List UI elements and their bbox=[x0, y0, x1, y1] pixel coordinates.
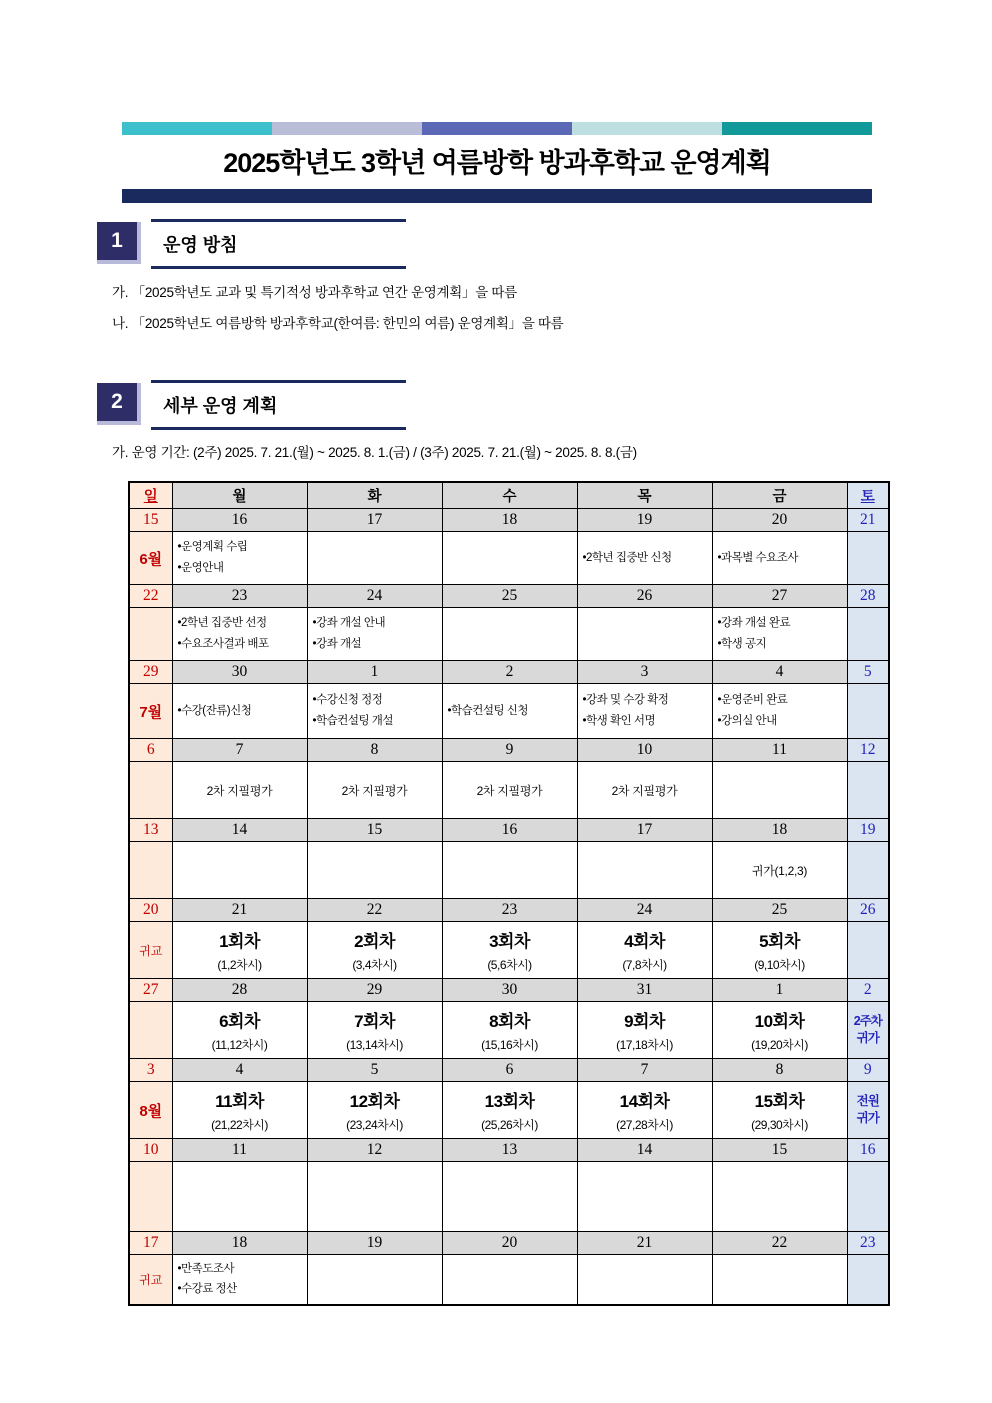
date-row bbox=[129, 899, 889, 922]
session-sub: (13,14차시) bbox=[346, 1038, 403, 1052]
bullet-list bbox=[173, 534, 307, 581]
row-label-cell bbox=[129, 1255, 172, 1305]
session-sub: (3,4차시) bbox=[352, 958, 397, 972]
session-sub: (11,12차시) bbox=[211, 1038, 268, 1052]
content-row bbox=[129, 608, 889, 661]
section2-number: 2 bbox=[111, 390, 123, 413]
bullet-list bbox=[443, 698, 577, 725]
bullet-list bbox=[578, 545, 712, 572]
weekday-header-4: 목 bbox=[577, 482, 712, 509]
date-row bbox=[129, 661, 889, 684]
date-cell: 6 bbox=[129, 739, 172, 762]
content-cell bbox=[172, 762, 307, 819]
date-cell: 29 bbox=[129, 661, 172, 684]
session-title: 8회차 bbox=[489, 1012, 530, 1031]
bullet-item: •학습컨설팅 신청 bbox=[447, 704, 528, 717]
date-cell: 1 bbox=[307, 661, 442, 684]
date-cell: 1 bbox=[712, 979, 847, 1002]
content-cell bbox=[307, 1082, 442, 1139]
bullet-item: •학습컨설팅 개설 bbox=[312, 715, 393, 727]
date-cell: 20 bbox=[129, 899, 172, 922]
date-cell: 23 bbox=[847, 1232, 889, 1255]
content-cell bbox=[712, 1162, 847, 1232]
date-cell: 21 bbox=[172, 899, 307, 922]
content-cell bbox=[577, 1162, 712, 1232]
content-row bbox=[129, 1082, 889, 1139]
session-sub: (29,30차시) bbox=[751, 1118, 808, 1132]
content-cell bbox=[172, 1002, 307, 1059]
content-cell bbox=[442, 1162, 577, 1232]
date-cell: 27 bbox=[129, 979, 172, 1002]
content-cell bbox=[307, 762, 442, 819]
bullet-item: •수요조사결과 배포 bbox=[177, 638, 269, 650]
bullet-item: •강좌 개설 안내 bbox=[312, 617, 386, 630]
weekday-header-2: 화 bbox=[307, 482, 442, 509]
date-cell: 7 bbox=[172, 739, 307, 762]
session-title: 3회차 bbox=[489, 932, 530, 951]
date-cell: 15 bbox=[307, 819, 442, 842]
content-cell bbox=[442, 762, 577, 819]
content-cell bbox=[442, 1002, 577, 1059]
date-cell: 17 bbox=[129, 1232, 172, 1255]
date-cell: 7 bbox=[577, 1059, 712, 1082]
date-cell: 2 bbox=[847, 979, 889, 1002]
date-cell: 4 bbox=[712, 661, 847, 684]
content-row bbox=[129, 1162, 889, 1232]
content-cell bbox=[442, 842, 577, 899]
session-title: 12회차 bbox=[349, 1092, 400, 1111]
saturday-cell bbox=[847, 1255, 889, 1305]
date-cell: 28 bbox=[847, 585, 889, 608]
bullet-item: •수강(잔류)신청 bbox=[177, 704, 252, 717]
date-cell: 24 bbox=[577, 899, 712, 922]
session-sub: (21,22차시) bbox=[211, 1118, 268, 1132]
session-title: 4회차 bbox=[624, 932, 665, 951]
date-cell: 20 bbox=[442, 1232, 577, 1255]
session-title: 11회차 bbox=[215, 1092, 264, 1111]
row-label-cell bbox=[129, 532, 172, 585]
session-title: 5회차 bbox=[759, 932, 800, 951]
date-cell: 26 bbox=[577, 585, 712, 608]
saturday-cell bbox=[847, 1002, 889, 1059]
weekday-header-6: 토 bbox=[847, 482, 889, 509]
date-row bbox=[129, 819, 889, 842]
center-note: 2차 지필평가 bbox=[611, 783, 678, 798]
section1-number-box bbox=[97, 222, 141, 264]
date-row bbox=[129, 509, 889, 532]
section1-number: 1 bbox=[111, 229, 123, 252]
document-title: 2025학년도 3학년 여름방학 방과후학교 운영계획 bbox=[223, 148, 771, 178]
content-cell bbox=[712, 608, 847, 661]
bullet-list bbox=[308, 687, 442, 734]
content-cell bbox=[712, 1082, 847, 1139]
bullet-item: •2학년 집중반 신청 bbox=[582, 551, 672, 564]
date-cell: 17 bbox=[577, 819, 712, 842]
date-cell: 9 bbox=[847, 1059, 889, 1082]
content-cell bbox=[577, 532, 712, 585]
date-cell: 12 bbox=[847, 739, 889, 762]
date-row bbox=[129, 739, 889, 762]
content-row bbox=[129, 762, 889, 819]
content-cell bbox=[712, 762, 847, 819]
bullet-item: •학생 공지 bbox=[717, 638, 767, 650]
row-label: 8월 bbox=[139, 1102, 163, 1120]
content-cell bbox=[172, 608, 307, 661]
bullet-list bbox=[713, 610, 847, 657]
date-cell: 10 bbox=[129, 1139, 172, 1162]
content-cell bbox=[712, 684, 847, 739]
date-row bbox=[129, 585, 889, 608]
bullet-list bbox=[308, 610, 442, 657]
date-cell: 21 bbox=[577, 1232, 712, 1255]
date-cell: 19 bbox=[307, 1232, 442, 1255]
bullet-list bbox=[173, 610, 307, 657]
date-cell: 22 bbox=[712, 1232, 847, 1255]
content-cell bbox=[442, 1082, 577, 1139]
center-note: 2차 지필평가 bbox=[341, 783, 408, 798]
content-cell bbox=[172, 532, 307, 585]
content-cell bbox=[577, 1255, 712, 1305]
date-cell: 5 bbox=[307, 1059, 442, 1082]
row-label-cell bbox=[129, 608, 172, 661]
date-cell: 13 bbox=[442, 1139, 577, 1162]
date-cell: 18 bbox=[442, 509, 577, 532]
date-cell: 22 bbox=[129, 585, 172, 608]
content-cell bbox=[577, 762, 712, 819]
bullet-item: •운영안내 bbox=[177, 562, 224, 574]
center-note: 2차 지필평가 bbox=[206, 783, 273, 798]
content-cell bbox=[307, 1002, 442, 1059]
date-cell: 29 bbox=[307, 979, 442, 1002]
session-sub: (1,2차시) bbox=[217, 958, 262, 972]
saturday-cell bbox=[847, 608, 889, 661]
section2-title: 세부 운영 계획 bbox=[151, 380, 406, 430]
content-row bbox=[129, 1255, 889, 1305]
date-cell: 4 bbox=[172, 1059, 307, 1082]
section2-items bbox=[112, 444, 932, 475]
section2-item: 가. 운영 기간: (2주) 2025. 7. 21.(월) ~ 2025. 8. 1.(금) / (3주) 2025. 7. 21.(월) ~ 2025. 8. 8.(금) bbox=[112, 445, 637, 460]
row-label-cell bbox=[129, 1082, 172, 1139]
bullet-item: •학생 확인 서명 bbox=[582, 715, 656, 727]
bullet-item: •강좌 개설 bbox=[312, 638, 362, 650]
content-cell bbox=[712, 922, 847, 979]
date-cell: 19 bbox=[847, 819, 889, 842]
session-title: 1회차 bbox=[219, 932, 260, 951]
saturday-note bbox=[848, 1093, 889, 1127]
weekday-header-1: 월 bbox=[172, 482, 307, 509]
content-cell bbox=[712, 532, 847, 585]
content-cell bbox=[307, 608, 442, 661]
date-row bbox=[129, 1059, 889, 1082]
session-sub: (19,20차시) bbox=[751, 1038, 808, 1052]
row-label-cell bbox=[129, 684, 172, 739]
date-cell: 22 bbox=[307, 899, 442, 922]
content-cell bbox=[442, 532, 577, 585]
saturday-cell bbox=[847, 1082, 889, 1139]
content-cell bbox=[307, 1255, 442, 1305]
date-cell: 30 bbox=[172, 661, 307, 684]
saturday-cell bbox=[847, 762, 889, 819]
section1-item: 나. 「2025학년도 여름방학 방과후학교(한여름: 한민의 여름) 운영계획」을 따름 bbox=[112, 316, 564, 331]
content-cell bbox=[442, 1255, 577, 1305]
section2-number-box bbox=[97, 383, 141, 425]
row-label: 귀교 bbox=[139, 1272, 163, 1287]
date-cell: 13 bbox=[129, 819, 172, 842]
date-cell: 17 bbox=[307, 509, 442, 532]
session-title: 7회차 bbox=[354, 1012, 395, 1031]
session-title: 14회차 bbox=[619, 1092, 670, 1111]
row-label-cell bbox=[129, 922, 172, 979]
date-cell: 5 bbox=[847, 661, 889, 684]
content-cell bbox=[307, 842, 442, 899]
section1-items bbox=[112, 284, 902, 346]
bullet-item: •운영준비 완료 bbox=[717, 694, 788, 707]
section1-item: 가. 「2025학년도 교과 및 특기적성 방과후학교 연간 운영계획」을 따름 bbox=[112, 285, 517, 300]
date-cell: 23 bbox=[442, 899, 577, 922]
bullet-list bbox=[713, 545, 847, 572]
date-cell: 28 bbox=[172, 979, 307, 1002]
session-sub: (9,10차시) bbox=[754, 958, 805, 972]
content-cell bbox=[172, 1082, 307, 1139]
saturday-note bbox=[848, 1013, 889, 1047]
saturday-cell bbox=[847, 1162, 889, 1232]
content-cell bbox=[307, 684, 442, 739]
date-cell: 9 bbox=[442, 739, 577, 762]
content-cell bbox=[307, 532, 442, 585]
date-cell: 14 bbox=[577, 1139, 712, 1162]
session-title: 13회차 bbox=[484, 1092, 535, 1111]
bullet-list bbox=[713, 687, 847, 734]
row-label-cell bbox=[129, 762, 172, 819]
content-cell bbox=[712, 1255, 847, 1305]
title-underline-bar bbox=[122, 189, 872, 203]
bullet-item: •만족도조사 bbox=[177, 1262, 235, 1275]
content-cell bbox=[172, 842, 307, 899]
bullet-item: •수강료 정산 bbox=[177, 1283, 237, 1296]
calendar-body bbox=[129, 509, 889, 1305]
bullet-item: •강좌 개설 완료 bbox=[717, 617, 791, 630]
content-cell bbox=[172, 1162, 307, 1232]
date-cell: 19 bbox=[577, 509, 712, 532]
header-color-bar-segment bbox=[422, 122, 572, 135]
date-cell: 16 bbox=[172, 509, 307, 532]
content-cell bbox=[442, 922, 577, 979]
header-color-bar-segment bbox=[722, 122, 872, 135]
date-row bbox=[129, 1232, 889, 1255]
row-label: 7월 bbox=[139, 703, 163, 721]
date-row bbox=[129, 1139, 889, 1162]
content-row bbox=[129, 1002, 889, 1059]
content-row bbox=[129, 532, 889, 585]
date-cell: 20 bbox=[712, 509, 847, 532]
date-cell: 11 bbox=[712, 739, 847, 762]
content-cell bbox=[172, 684, 307, 739]
date-cell: 14 bbox=[172, 819, 307, 842]
weekday-header-row bbox=[129, 482, 889, 509]
session-title: 10회차 bbox=[754, 1012, 805, 1031]
bullet-list bbox=[578, 687, 712, 734]
center-note: 2차 지필평가 bbox=[476, 783, 543, 798]
date-row bbox=[129, 979, 889, 1002]
content-cell bbox=[307, 1162, 442, 1232]
saturday-cell bbox=[847, 684, 889, 739]
date-cell: 21 bbox=[847, 509, 889, 532]
row-label-cell bbox=[129, 1002, 172, 1059]
section1-title: 운영 방침 bbox=[151, 219, 406, 269]
content-cell bbox=[307, 922, 442, 979]
session-title: 15회차 bbox=[754, 1092, 805, 1111]
session-sub: (15,16차시) bbox=[481, 1038, 538, 1052]
content-cell bbox=[712, 842, 847, 899]
content-cell bbox=[172, 922, 307, 979]
bullet-item: •강의실 안내 bbox=[717, 715, 777, 727]
date-cell: 6 bbox=[442, 1059, 577, 1082]
session-sub: (7,8차시) bbox=[622, 958, 667, 972]
calendar-head bbox=[129, 482, 889, 509]
content-cell bbox=[577, 608, 712, 661]
bullet-item: •수강신청 정정 bbox=[312, 694, 383, 707]
date-cell: 31 bbox=[577, 979, 712, 1002]
row-label: 6월 bbox=[139, 550, 163, 568]
calendar-table bbox=[128, 481, 890, 1306]
content-cell bbox=[577, 1002, 712, 1059]
saturday-note-line: 귀가 bbox=[856, 1111, 879, 1125]
row-label: 귀교 bbox=[139, 943, 163, 958]
session-sub: (23,24차시) bbox=[346, 1118, 403, 1132]
bullet-list bbox=[173, 1256, 307, 1303]
weekday-header-5: 금 bbox=[712, 482, 847, 509]
content-row bbox=[129, 842, 889, 899]
saturday-cell bbox=[847, 532, 889, 585]
calendar-wrapper bbox=[128, 481, 890, 1306]
session-title: 2회차 bbox=[354, 932, 395, 951]
header-color-bar-segment bbox=[272, 122, 422, 135]
header-color-bar-segment bbox=[572, 122, 722, 135]
date-cell: 11 bbox=[172, 1139, 307, 1162]
session-sub: (27,28차시) bbox=[616, 1118, 673, 1132]
session-title: 6회차 bbox=[219, 1012, 260, 1031]
content-cell bbox=[442, 684, 577, 739]
saturday-cell bbox=[847, 922, 889, 979]
date-cell: 26 bbox=[847, 899, 889, 922]
bullet-item: •강좌 및 수강 확정 bbox=[582, 694, 669, 707]
date-cell: 23 bbox=[172, 585, 307, 608]
bullet-item: •과목별 수요조사 bbox=[717, 551, 798, 564]
date-cell: 3 bbox=[129, 1059, 172, 1082]
date-cell: 8 bbox=[712, 1059, 847, 1082]
session-title: 9회차 bbox=[624, 1012, 665, 1031]
bullet-item: •2학년 집중반 선정 bbox=[177, 617, 267, 630]
bullet-list bbox=[173, 698, 307, 725]
content-cell bbox=[577, 1082, 712, 1139]
date-cell: 15 bbox=[129, 509, 172, 532]
content-row bbox=[129, 684, 889, 739]
weekday-header-0: 일 bbox=[129, 482, 172, 509]
date-cell: 25 bbox=[442, 585, 577, 608]
saturday-note-line: 2주차 bbox=[853, 1014, 882, 1029]
session-sub: (17,18차시) bbox=[616, 1038, 673, 1052]
date-cell: 12 bbox=[307, 1139, 442, 1162]
date-cell: 15 bbox=[712, 1139, 847, 1162]
header-color-bar bbox=[122, 122, 872, 135]
saturday-cell bbox=[847, 842, 889, 899]
saturday-note-line: 귀가 bbox=[856, 1031, 879, 1045]
content-cell bbox=[577, 922, 712, 979]
header-color-bar-segment bbox=[122, 122, 272, 135]
date-cell: 18 bbox=[172, 1232, 307, 1255]
content-cell bbox=[577, 842, 712, 899]
content-row bbox=[129, 922, 889, 979]
row-label-cell bbox=[129, 842, 172, 899]
content-cell bbox=[442, 608, 577, 661]
bullet-item: •운영계획 수립 bbox=[177, 541, 248, 554]
date-cell: 2 bbox=[442, 661, 577, 684]
content-cell bbox=[577, 684, 712, 739]
saturday-note-line: 전원 bbox=[856, 1094, 879, 1109]
center-note: 귀가(1,2,3) bbox=[751, 863, 808, 878]
weekday-header-3: 수 bbox=[442, 482, 577, 509]
date-cell: 16 bbox=[847, 1139, 889, 1162]
date-cell: 16 bbox=[442, 819, 577, 842]
session-sub: (25,26차시) bbox=[481, 1118, 538, 1132]
row-label-cell bbox=[129, 1162, 172, 1232]
date-cell: 18 bbox=[712, 819, 847, 842]
date-cell: 24 bbox=[307, 585, 442, 608]
date-cell: 10 bbox=[577, 739, 712, 762]
date-cell: 8 bbox=[307, 739, 442, 762]
date-cell: 27 bbox=[712, 585, 847, 608]
date-cell: 30 bbox=[442, 979, 577, 1002]
session-sub: (5,6차시) bbox=[487, 958, 532, 972]
content-cell bbox=[172, 1255, 307, 1305]
date-cell: 3 bbox=[577, 661, 712, 684]
date-cell: 25 bbox=[712, 899, 847, 922]
content-cell bbox=[712, 1002, 847, 1059]
